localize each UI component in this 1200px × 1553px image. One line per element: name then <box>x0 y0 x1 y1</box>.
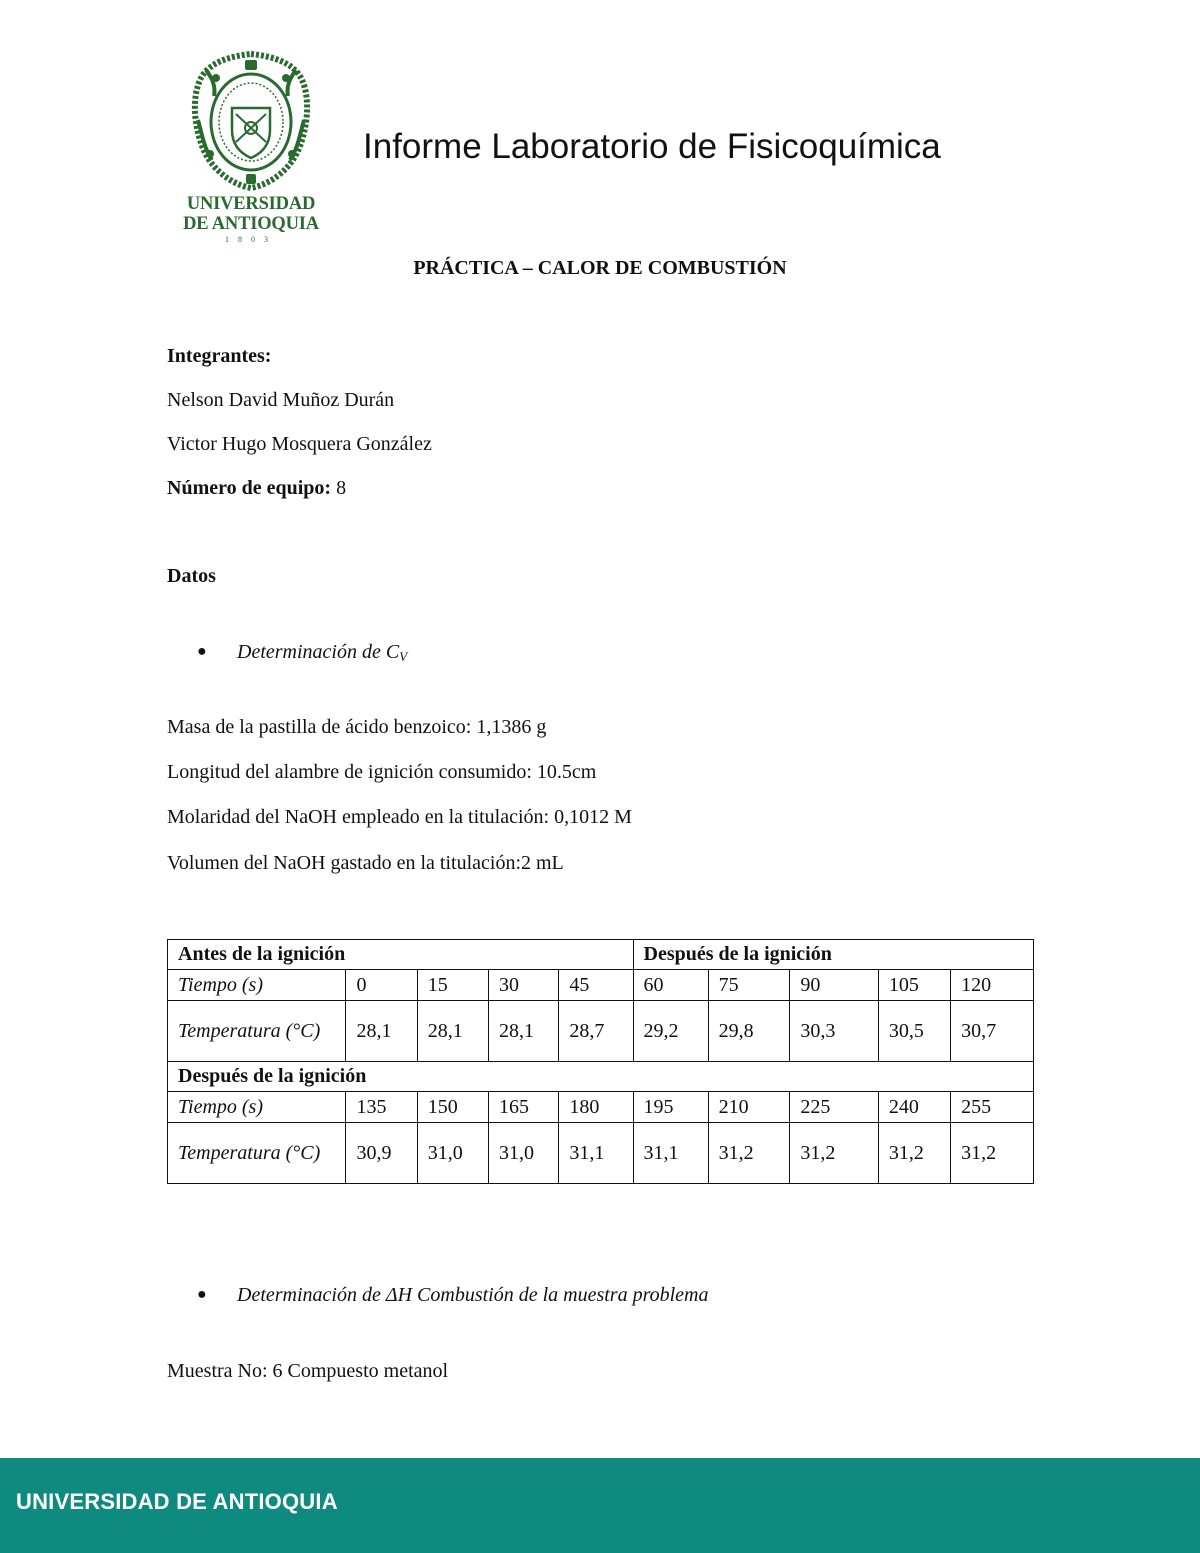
table-cell: 210 <box>708 1092 790 1123</box>
table-cell: 31,0 <box>489 1123 559 1184</box>
table-cell: 31,2 <box>708 1123 790 1184</box>
time-label: Tiempo (s) <box>168 970 346 1001</box>
data-line-molarity: Molaridad del NaOH empleado en la titulación: 0,1012 M <box>167 806 632 828</box>
table-cell: 31,2 <box>790 1123 879 1184</box>
team-number-label: Número de equipo: <box>167 477 332 499</box>
temperature-label: Temperatura (°C) <box>168 1001 346 1062</box>
table-cell: 30,5 <box>878 1001 950 1062</box>
bullet-icon: ● <box>197 1286 207 1303</box>
header-after-ignition-2: Después de la ignición <box>168 1062 1034 1092</box>
bullet-cv-text: Determinación de C <box>237 641 400 663</box>
table-cell: 15 <box>417 970 488 1001</box>
table-cell: 255 <box>951 1092 1034 1123</box>
university-logo <box>176 50 326 245</box>
temperature-table <box>167 939 1034 1184</box>
footer-bar <box>0 1458 1200 1553</box>
table-cell: 30,9 <box>346 1123 417 1184</box>
table-cell: 29,8 <box>708 1001 790 1062</box>
bullet-dh-determination: Determinación de ΔH Combustión de la muestra problema <box>237 1284 709 1306</box>
table-cell: 90 <box>790 970 879 1001</box>
table-cell: 28,1 <box>417 1001 488 1062</box>
table-row <box>168 1001 1034 1062</box>
table-cell: 105 <box>878 970 950 1001</box>
table-header-row <box>168 940 1034 970</box>
header-after-ignition: Después de la ignición <box>633 940 1034 970</box>
table-cell: 30,7 <box>951 1001 1034 1062</box>
members-label: Integrantes: <box>167 345 272 367</box>
table-cell: 120 <box>951 970 1034 1001</box>
table-cell: 30 <box>489 970 559 1001</box>
temperature-label: Temperatura (°C) <box>168 1123 346 1184</box>
document-title: Informe Laboratorio de Fisicoquímica <box>363 127 941 166</box>
data-line-volume: Volumen del NaOH gastado en la titulación:2 mL <box>167 852 564 874</box>
table-cell: 150 <box>417 1092 488 1123</box>
table-row <box>168 970 1034 1001</box>
bullet-cv-subscript: V <box>399 649 408 664</box>
table-cell: 135 <box>346 1092 417 1123</box>
table-cell: 29,2 <box>633 1001 708 1062</box>
footer-text: UNIVERSIDAD DE ANTIOQUIA <box>16 1489 338 1514</box>
sample-line: Muestra No: 6 Compuesto metanol <box>167 1360 449 1382</box>
data-line-wire: Longitud del alambre de ignición consumido: 10.5cm <box>167 761 597 783</box>
logo-text-line2: DE ANTIOQUIA <box>183 214 319 234</box>
table-cell: 31,1 <box>633 1123 708 1184</box>
table-cell: 28,1 <box>489 1001 559 1062</box>
table-cell: 31,1 <box>559 1123 633 1184</box>
bullet-icon: ● <box>197 643 207 660</box>
bullet-cv-determination <box>237 640 407 665</box>
team-number-value: 8 <box>336 477 347 499</box>
table-cell: 28,7 <box>559 1001 633 1062</box>
table-cell: 75 <box>708 970 790 1001</box>
table-cell: 180 <box>559 1092 633 1123</box>
table-cell: 225 <box>790 1092 879 1123</box>
table-row <box>168 1092 1034 1123</box>
table-cell: 60 <box>633 970 708 1001</box>
table-cell: 30,3 <box>790 1001 879 1062</box>
table-cell: 31,2 <box>951 1123 1034 1184</box>
data-heading: Datos <box>167 565 216 587</box>
logo-year: 1803 <box>225 235 277 244</box>
table-cell: 28,1 <box>346 1001 417 1062</box>
logo-text-line1: UNIVERSIDAD <box>186 194 316 214</box>
practice-title: PRÁCTICA – CALOR DE COMBUSTIÓN <box>413 257 787 279</box>
table-cell: 165 <box>489 1092 559 1123</box>
table-cell: 240 <box>878 1092 950 1123</box>
table-cell: 0 <box>346 970 417 1001</box>
time-label: Tiempo (s) <box>168 1092 346 1123</box>
table-cell: 45 <box>559 970 633 1001</box>
table-subheader-row <box>168 1062 1034 1092</box>
member-name-2: Victor Hugo Mosquera González <box>167 433 432 455</box>
table-cell: 195 <box>633 1092 708 1123</box>
member-name-1: Nelson David Muñoz Durán <box>167 389 395 411</box>
table-cell: 31,0 <box>417 1123 488 1184</box>
university-seal-icon <box>176 50 326 192</box>
header-before-ignition: Antes de la ignición <box>168 940 634 970</box>
table-cell: 31,2 <box>878 1123 950 1184</box>
data-line-mass: Masa de la pastilla de ácido benzoico: 1,1386 g <box>167 716 547 738</box>
team-number-line <box>167 476 346 500</box>
table-row <box>168 1123 1034 1184</box>
